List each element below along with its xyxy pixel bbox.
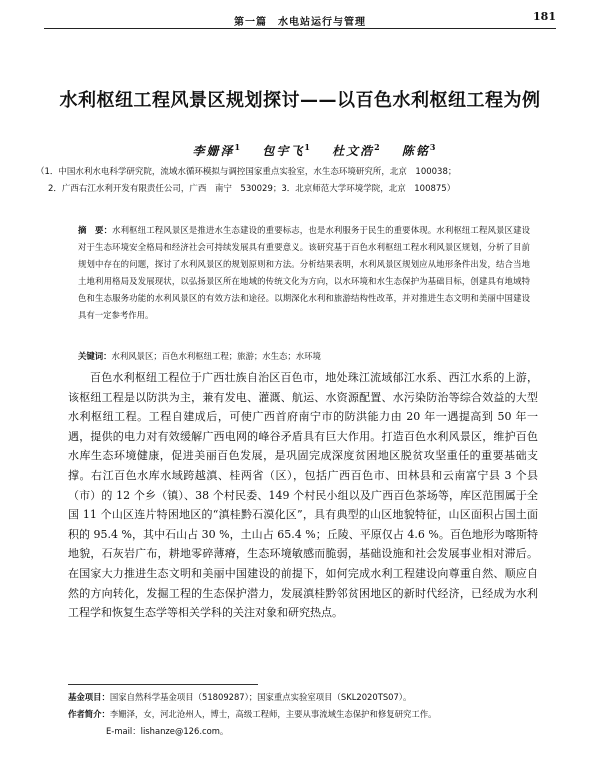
- running-header: [44, 8, 556, 29]
- author-affil-mark: 1: [304, 142, 312, 152]
- author-name: 陈铭: [401, 144, 430, 158]
- author-affil-mark: 1: [234, 142, 243, 152]
- funding-note: [68, 689, 560, 706]
- bio-text: 李姗泽，女，河北沧州人，博士，高级工程师，主要从事流域生态保护和修复研究工作。: [109, 709, 437, 719]
- author-name: 包宇飞: [262, 144, 305, 158]
- email-address: lishanze@126.com。: [140, 726, 229, 736]
- author-affil-mark: 3: [429, 142, 438, 152]
- keywords-label: 关键词：: [78, 351, 112, 361]
- keywords-text: 水利风景区；百色水利枢纽工程；旅游；水生态；水环境: [111, 351, 321, 361]
- body-paragraph: 百色水利枢纽工程位于广西壮族自治区百色市，地处珠江流域郁江水系、西江水系的上游，该枢纽工程是以防洪为主，兼有发电、灌溉、航运、水资源配置、水污染防治等综合效益的大型水利枢纽工程。工程自建成后，可使广西首府南宁市的防洪能力由 20 年一遇提高到 50 年一遇，提供的电力对有效缓解广西电网的峰谷矛盾具有巨大作用。打造百色水利风景区，维护百色水库生态环境健康，促进美丽百色发展，是巩固完成深度贫困地区脱贫攻坚重任的重要基础支撑。右江百色水库水域跨越滇、桂两省（区），包括广西百色市、田林县和云南富宁县 3 个县（市）的 12 个乡（镇）、38 个村民委、149 个村民小组以及广西百色茶场等，库区范围属于全国 11 个山区连片特困地区的“滇桂黔石漠化区”，具有典型的山区地貌特征，山区面积占国土面积的 95.4 %，其中石山占 30 %，土山占 65.4 %；丘陵、平原仅占 4.6 %。百色地形为喀斯特地貌，石灰岩广布，耕地零碎薄瘠，生态环境敏感而脆弱，基础设施和社会发展事业相对滞后。在国家大力推进生态文明和美丽中国建设的前提下，如何完成水利工程建设向尊重自然、顺应自然的方向转化，发掘工程的生态保护潜力，发展滇桂黔邻贫困地区的新时代经济，已经成为水利工程学和恢复生态学等相关学科的关注对象和研究热点。: [68, 371, 538, 620]
- affiliation-line-2: 2．广西右江水利开发有限责任公司，广西 南宁 530029；3．北京师范大学环境学院，北京 100875）: [48, 184, 456, 194]
- running-title: 第一篇 水电站运行与管理: [234, 17, 366, 28]
- email-label: E-mail：: [106, 726, 141, 736]
- page-number: 181: [533, 10, 556, 23]
- paper-title: 水利枢纽工程风景区规划探讨——以百色水利枢纽工程为例: [59, 90, 541, 111]
- author-affil-mark: 2: [374, 142, 382, 152]
- abstract-label: 摘 要：: [78, 225, 113, 235]
- email-note: [68, 723, 560, 740]
- author-name: 杜文浩: [332, 144, 375, 158]
- author-bio-note: [68, 706, 560, 723]
- footnotes: [68, 689, 560, 740]
- abstract: [78, 222, 530, 324]
- abstract-text: 水利枢纽工程风景区是推进水生态建设的重要标志，也是水利服务于民生的重要体现。水利枢纽工程风景区建设对于生态环境安全格局和经济社会可持续发展具有重要意义。该研究基于百色水利枢纽工程水利风景区规划，分析了目前规划中存在的问题，探讨了水利风景区的规划原则和方法。分析结果表明，水利风景区规划应从地形条件出发，结合当地土地利用格局及发展现状，以弘扬景区所在地域的传统文化为方向，以水环境和水生态保护为基础目标，创建具有地域特色和生态服务功能的水利风景区的有效方法和途径。以期深化水利和旅游结构性改革，并对推进生态文明和美丽中国建设具有一定参考作用。: [78, 225, 530, 320]
- footnote-divider: [68, 684, 258, 685]
- funding-text: 国家自然科学基金项目（51809287）；国家重点实验室项目（SKL2020TS07）。: [109, 692, 412, 702]
- author-list: [150, 142, 480, 159]
- author-name: 李姗泽: [192, 144, 235, 158]
- funding-label: 基金项目：: [68, 692, 110, 702]
- bio-label: 作者简介：: [68, 709, 110, 719]
- affiliation-line-1: （1．中国水利水电科学研究院，流域水循环模拟与调控国家重点实验室，水生态环境研究所，北京 100038；: [36, 167, 457, 177]
- keywords: [78, 350, 530, 362]
